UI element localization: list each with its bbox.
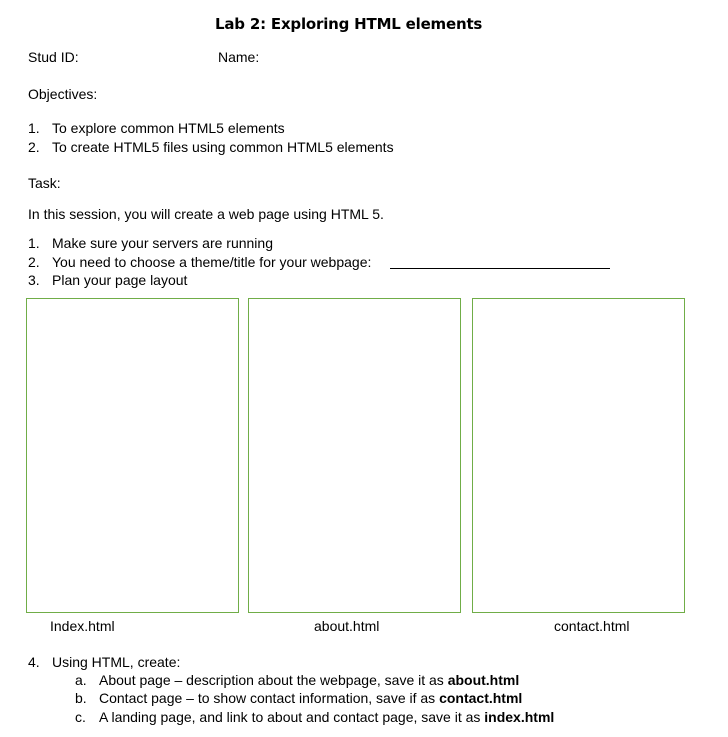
layout-box-about	[248, 298, 461, 613]
step-number: 1.	[28, 235, 40, 251]
substep-text: A landing page, and link to about and contact page, save it as	[99, 709, 485, 725]
step-number: 4.	[28, 654, 40, 670]
page-title: Lab 2: Exploring HTML elements	[215, 15, 483, 33]
stud-id-label: Stud ID:	[28, 49, 79, 65]
substep-text: About page – description about the webpage, save it as	[99, 672, 448, 688]
task-intro: In this session, you will create a web page using HTML 5.	[28, 206, 384, 222]
name-label: Name:	[218, 49, 260, 65]
step-text: You need to choose a theme/title for your webpage:	[52, 254, 372, 270]
substep-filename: contact.html	[439, 690, 523, 706]
step-number: 2.	[28, 254, 40, 270]
objective-text: To explore common HTML5 elements	[52, 120, 285, 136]
step-item	[28, 271, 187, 289]
objective-item	[28, 119, 285, 137]
substep-letter: b.	[75, 690, 87, 706]
objective-number: 2.	[28, 139, 40, 155]
step-item	[28, 653, 180, 671]
substep-text: Contact page – to show contact information, save if as	[99, 690, 440, 706]
objectives-heading: Objectives:	[28, 86, 98, 102]
substep-letter: c.	[75, 709, 86, 725]
task-heading: Task:	[28, 175, 61, 191]
step-item	[28, 234, 273, 252]
substep-filename: about.html	[447, 672, 520, 688]
layout-box-index	[26, 298, 239, 613]
step-number: 3.	[28, 272, 40, 288]
step-item	[28, 253, 371, 271]
objective-item	[28, 138, 394, 156]
substep-item	[75, 671, 519, 689]
step-text: Make sure your servers are running	[52, 235, 273, 251]
theme-answer-line	[390, 268, 610, 269]
layout-label-about: about.html	[314, 618, 380, 634]
step-text: Plan your page layout	[52, 272, 188, 288]
substep-item	[75, 708, 554, 726]
substep-letter: a.	[75, 672, 87, 688]
objective-number: 1.	[28, 120, 40, 136]
layout-label-contact: contact.html	[554, 618, 630, 634]
layout-box-contact	[472, 298, 685, 613]
substep-filename: index.html	[484, 709, 555, 725]
substep-item	[75, 689, 522, 707]
step-text: Using HTML, create:	[52, 654, 181, 670]
objective-text: To create HTML5 files using common HTML5 elements	[52, 139, 394, 155]
layout-label-index: Index.html	[50, 618, 115, 634]
